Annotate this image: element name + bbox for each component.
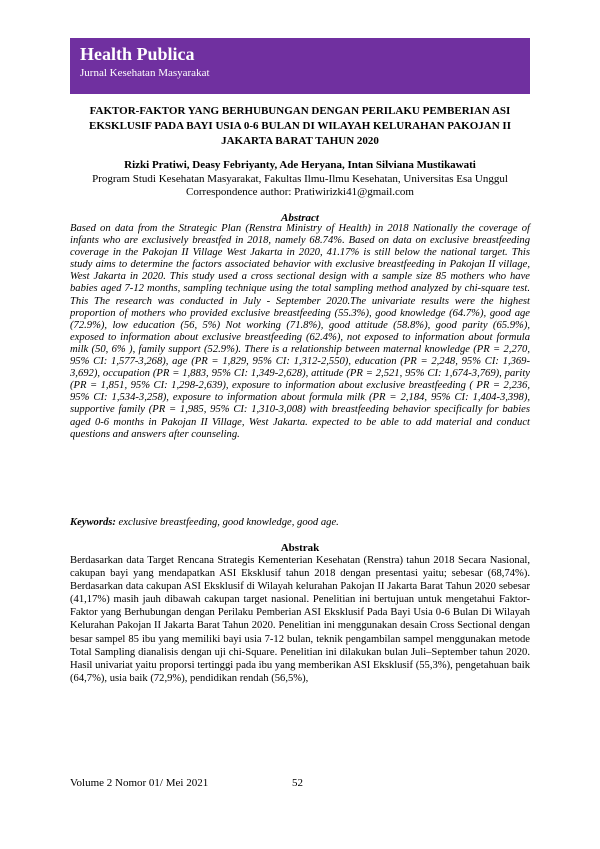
page-number: 52 (292, 777, 303, 789)
journal-subtitle: Jurnal Kesehatan Masyarakat (80, 67, 210, 79)
abstrak-heading: Abstrak (280, 542, 320, 554)
abstract-text: Based on data from the Strategic Plan (Renstra Ministry of Health) in 2018 Nationally the coverage of infants who are exclusively breastfed in 2018, namely 68.74%. Based on data on exclusive breastfeeding coverage in the Pakojan II Village West Jakarta in 2020, 41.17% is still below the national target. This study aims to determine the factors associated behavior with exclusive breastfeeding in Pakojan II village, West Jakarta in 2020. This study used a cross sectional design with a sample size 85 mothers who have babies aged 7-12 months, sampling technique using the total sampling method analyzed by chi-square test. This The research was conducted in July - September 2020.The univariate results were the highest proportion of mothers who provided exclusive breastfeeding (55.3%), good knowledge (64.7%), good age (72.9%), low education (56, 5%) Not working (71.8%), good attitude (58.8%), good parity (65.9%), exposed to information about exclusive breastfeeding (62.4%), not exposed to information about formula milk (50, 6% ), family support (52.9%). There is a relationship between maternal knowledge (PR = 2,270, 95% CI: 1,577-3,268), age (PR = 1,829, 95% CI: 1,312-2,550), education (PR = 2,248, 95% CI: 1,369-3,692), occupation (PR = 1,883, 95% CI: 1,349-2,628), attitude (PR = 2,521, 95% CI: 1,674-3,769), parity (PR = 1,851, 95% CI: 1,298-2,639), exposure to information about exclusive breastfeeding ( PR = 2,236, 95% CI: 1,534-3,258), exposure to information about formula milk (PR = 2,184, 95% CI: 1,404-3,398), supportive family (PR = 1,985, 95% CI: 1,310-3,008) with breastfeeding behavior specifically for babies aged 0-6 months in Pakojan II Village, West Jakarta. expected to be able to add material and conduct questions and answers after counseling. (70, 223, 530, 440)
correspondence-line: Correspondence author: Pratiwirizki41@gmail.com (186, 186, 414, 198)
journal-banner (70, 38, 530, 94)
abstrak-text: Berdasarkan data Target Rencana Strategis Kementerian Kesehatan (Renstra) tahun 2018 Secara Nasional, cakupan bayi yang mendapatkan ASI Eksklusif tahun 2018 dengan presentasi yaitu; sebesar (68,74%). Berdasarkan data cakupan ASI Eksklusif di Wilayah kelurahan Pakojan II Jakarta Barat Tahun 2020 sebesar (41,17%) masih jauh dibawah cakupan target nasional. Penelitian ini bertujuan untuk mengetahui Faktor-Faktor yang Berhubungan dengan Perilaku Pemberian ASI Eksklusif Pada Bayi Usia 0-6 Bulan Di Wilayah Kelurahan Pakojan II Jakarta Barat Tahun 2020. Penelitian ini menggunakan desain Cross Sectional dengan besar sampel 85 ibu yang memiliki bayi usia 7-12 bulan, teknik pengambilan sampel menggunakan metode Total Sampling dianalisis dengan uji chi-Square. Penelitian ini dilakukan bulan Juli–September tahun 2020. Hasil univariat yaitu proporsi tertinggi pada ibu yang memberikan ASI Eksklusif (55,3%), pengetahuan baik (64,7%), usia baik (72,9%), pendidikan rendah (56,5%), (70, 555, 530, 684)
affiliation: Program Studi Kesehatan Masyarakat, Fakultas Ilmu-Ilmu Kesehatan, Universitas Esa Unggul (92, 173, 508, 185)
keywords-text: exclusive breastfeeding, good knowledge, good age. (115, 517, 339, 528)
footer-volume: Volume 2 Nomor 01/ Mei 2021 (70, 777, 209, 789)
article-title: FAKTOR-FAKTOR YANG BERHUBUNGAN DENGAN PERILAKU PEMBERIAN ASI EKSKLUSIF PADA BAYI USIA 0-6 BULAN DI WILAYAH KELURAHAN PAKOJAN II JAKARTA BARAT TAHUN 2020 (89, 105, 511, 147)
journal-name: Health Publica (80, 44, 195, 64)
author-list: Rizki Pratiwi, Deasy Febriyanty, Ade Heryana, Intan Silviana Mustikawati (124, 159, 476, 171)
keywords (70, 516, 530, 529)
abstract-heading: Abstract (281, 212, 319, 224)
keywords-label: Keywords: (70, 517, 116, 528)
